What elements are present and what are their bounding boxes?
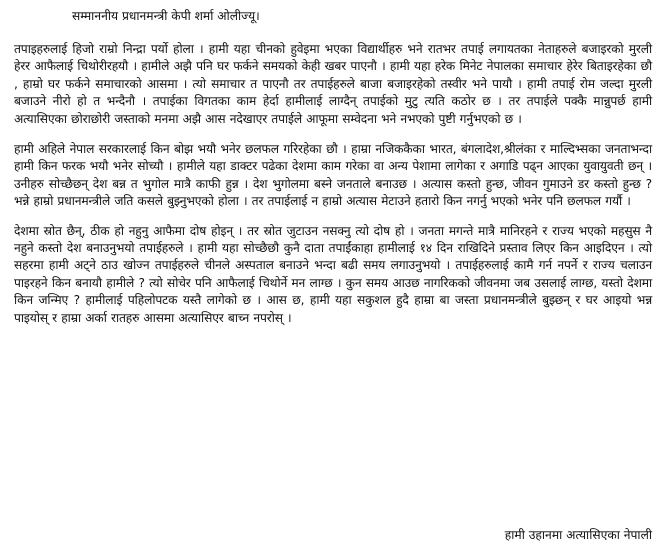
letter-paragraph-2: हामी अहिले नेपाल सरकारलाई किन बोझ भयौ भनेर छलफल गरिरहेका छौ । हाम्रा नजिककैका भारत, बंगलादेश,श्रीलंका र माल्दिभ्सका जनताभन्दा हामी किन फरक भयौ भनेर सोच्यौ । हामीले यहा डाक्टर पढेका देशमा काम गरेका वा अन्य पेशामा लागेका र अगाडि पढ्न आएका युवायुवती छन् । उनीहरु सोच्छैछन् देश बन्न त भुगोल मात्रै काफी हुन्न । देश भुगोलमा बस्ने जनताले बनाउछ । अत्यास कस्तो हुन्छ, जीवन गुमाउने डर कस्तो हुन्छ ? भन्ने हाम्रो प्रधानमन्त्रीले जति कसले बुझ्नुभएको होला । तर तपाईलाई न हाम्रो अत्यास मेटाउने हतारो किन नगर्नु भएको भनेर पनि छलफल गर्यौ । <box>14 142 652 209</box>
letter-paragraph-1: तपाइहरुलाई हिजो राम्रो निन्द्रा पर्यो होला । हामी यहा चीनको हुवेइमा भएका विद्यार्थीहरु भने रातभर तपाई लगायतका नेताहरुले बजाइरको मुरली हेरर आफैलाई चिथोरीरहयौ । हामीले अझै पनि घर फर्कने समयको केही खबर पाएनौ । हामी यहा हरेक मिनेट नेपालका समाचार हेरेर बिताइरहेका छौ , हाम्रो घर फर्कने समाचारको आसमा । त्यो समाचार त पाएनौ तर तपाईहरुले बाजा बजाइरहेको तस्वीर भने पायौ । हामी तपाई रोम जल्दा मुरली बजाउने नीरो हो त भन्दैनौ । तपाईका विगतका काम हेर्दा हामीलाई लाग्दैन् तपाईको मुटु त्यति कठोर छ । तर तपाईले पक्कै मान्नुपर्छ हामी अत्यासिएका छोराछोरी जस्ताको मनमा अझै आस नदेखाएर तपाईले आफूमा सम्वेदना भने नभएको पुष्टी गर्नुभएको छ । <box>14 42 652 126</box>
letter-signoff: हामी उहानमा अत्यासिएका नेपाली <box>504 528 652 543</box>
letter-salutation: सम्माननीय प्रधानमन्त्री केपी शर्मा ओलीज्यू। <box>72 9 260 23</box>
letter-paragraph-3: देशमा स्रोत छैन्, ठीक हो नहुनु आफैमा दोष होइन् । तर स्रोत जुटाउन नसक्नु त्यो दोष हो । जनता मगन्ते मात्रै मानिरहने र राज्य भएको महसुस नै नहुने कस्तो देश बनाउनुभयो तपाईहरुले । हामी यहा सोच्छैछौ कुनै दाता तपाईंकाहा हामीलाई १४ दिन राखिदिने प्रस्ताव लिएर किन आइदिएन । त्यो सहरमा हामी अट्ने ठाउ खोज्न तपाईहरुले चीनले अस्पताल बनाउने भन्दा बढी समय लगाउनुभयो । तपाईहरुलाई कामै गर्न नपर्ने र राज्य चलाउन पाइरहने किन बनायौ हामीले ? त्यो सोचेर पनि आफैलाई चिथोर्ने मन लाग्छ । कुन समय आउछ नागरिकको जीवनमा जब उसलाई लाग्छ, यस्तो देशमा किन जन्मिए ? हामीलाई पहिलोपटक यस्तै लागेको छ । आस छ, हामी यहा सकुशल हुदै हाम्रा बा जस्ता प्रधानमन्त्रीले बुझ्छन् र घर आइयो भन्न पाइयोस् र हाम्रा अर्का रातहरु आसमा अत्यासिएर बाच्न नपरोस् । <box>14 223 652 325</box>
